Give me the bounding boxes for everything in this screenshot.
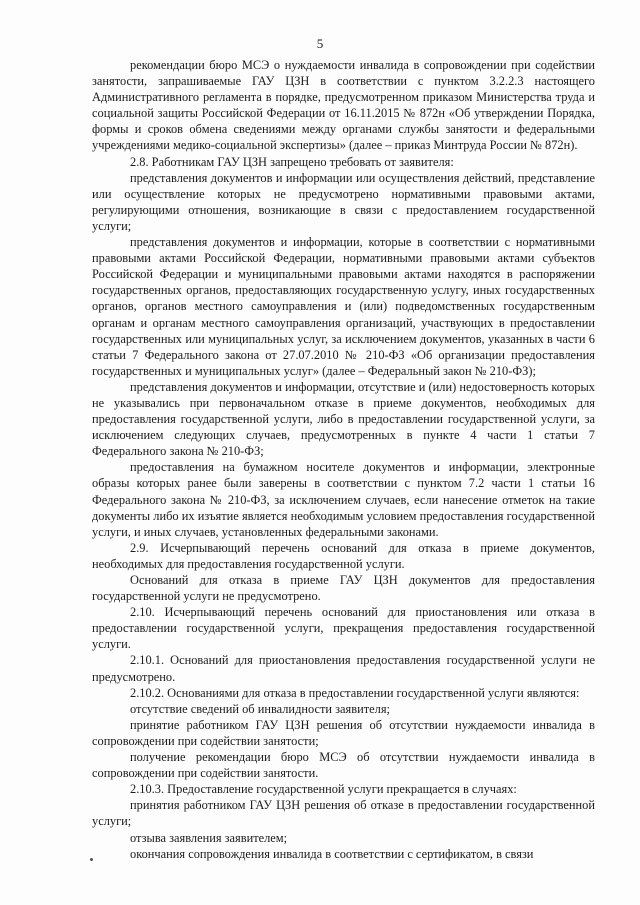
scan-artifact-dot <box>90 858 93 861</box>
page-number: 5 <box>316 36 324 51</box>
paragraph-2-10-2-item-1: отсутствие сведений об инвалидности заявителя; <box>130 701 390 716</box>
document-body <box>92 57 595 862</box>
paragraph-2-9-body: Оснований для отказа в приеме ГАУ ЦЗН документов для предоставления государственной услуги не предусмотрено. <box>92 573 595 604</box>
paragraph-2-10-heading: 2.10. Исчерпывающий перечень оснований для приостановления или отказа в предоставлении государственной услуги, прекращения предоставления государственной услуги. <box>92 605 595 652</box>
paragraph-msе-recommendations: рекомендации бюро МСЭ о нуждаемости инвалида в сопровождении при содействии занятости, запрашиваемые ГАУ ЦЗН в соответствии с пунктом 3.2.2.3 настоящего Административного регламента в порядке, предусмотренном приказом Министерства труда и социальной защиты Российской Федерации от 16.11.2015 № 872н «Об утверждении Порядка, формы и сроков обмена сведениями между органами службы занятости и федеральными учреждениями медико-социальной экспертизы» (далее – приказ Минтруда России № 872н). <box>92 58 595 153</box>
paragraph-2-9-heading: 2.9. Исчерпывающий перечень оснований для отказа в приеме документов, необходимых для предоставления государственной услуги. <box>92 540 595 571</box>
paragraph-2-10-2-item-3: получение рекомендации бюро МСЭ об отсутствии нуждаемости инвалида в сопровождении при содействии занятости. <box>92 750 595 781</box>
paragraph-2-10-1: 2.10.1. Оснований для приостановления предоставления государственной услуги не предусмотрено. <box>92 653 595 684</box>
paragraph-2-8-item-4: предоставления на бумажном носителе документов и информации, электронные образы которых ранее были заверены в соответствии с пунктом 7.2 части 1 статьи 16 Федерального закона № 210-ФЗ, за исключением случаев, если нанесение отметок на такие документы либо их изъятие является необходимым условием предоставления государственной услуги, и иных случаев, установленных федеральными законами. <box>92 460 595 539</box>
paragraph-2-10-2-item-2: принятие работником ГАУ ЦЗН решения об отсутствии нуждаемости инвалида в сопровождении при содействии занятости; <box>92 717 595 748</box>
paragraph-2-10-3-item-1: принятия работником ГАУ ЦЗН решения об отказе в предоставлении государственной услуги; <box>92 798 595 829</box>
paragraph-2-8-item-2: представления документов и информации, которые в соответствии с нормативными правовыми актами Российской Федерации, нормативными правовыми актами субъектов Российской Федерации и муниципальными правовыми актами находятся в распоряжении государственных органов, предоставляющих государственную услугу, иных государственных органов, органов местного самоуправления и (или) подведомственных государственным органам и органам местного самоуправления организаций, участвующих в предоставлении государственных или муниципальных услуг, за исключением документов, указанных в части 6 статьи 7 Федерального закона от 27.07.2010 № 210-ФЗ «Об организации предоставления государственных и муниципальных услуг» (далее – Федеральный закон № 210-ФЗ); <box>92 235 595 378</box>
paragraph-2-10-3-item-2: отзыва заявления заявителем; <box>130 830 288 845</box>
paragraph-2-10-3-item-3: окончания сопровождения инвалида в соответствии с сертификатом, в связи <box>130 846 534 861</box>
paragraph-2-10-2: 2.10.2. Основаниями для отказа в предоставлении государственной услуги являются: <box>130 685 580 700</box>
paragraph-2-10-3: 2.10.3. Предоставление государственной услуги прекращается в случаях: <box>130 782 517 797</box>
paragraph-2-8-heading: 2.8. Работникам ГАУ ЦЗН запрещено требовать от заявителя: <box>130 154 454 169</box>
paragraph-2-8-item-1: представления документов и информации или осуществления действий, представление или осуществление которых не предусмотрено нормативными правовыми актами, регулирующими отношения, возникающие в связи с предоставлением государственной услуги; <box>92 170 595 233</box>
paragraph-2-8-item-3: представления документов и информации, отсутствие и (или) недостоверность которых не указывались при первоначальном отказе в приеме документов, необходимых для предоставления государственной услуги, либо в предоставлении государственной услуги, за исключением следующих случаев, предусмотренных в пункте 4 части 1 статьи 7 Федерального закона № 210-ФЗ; <box>92 379 595 459</box>
